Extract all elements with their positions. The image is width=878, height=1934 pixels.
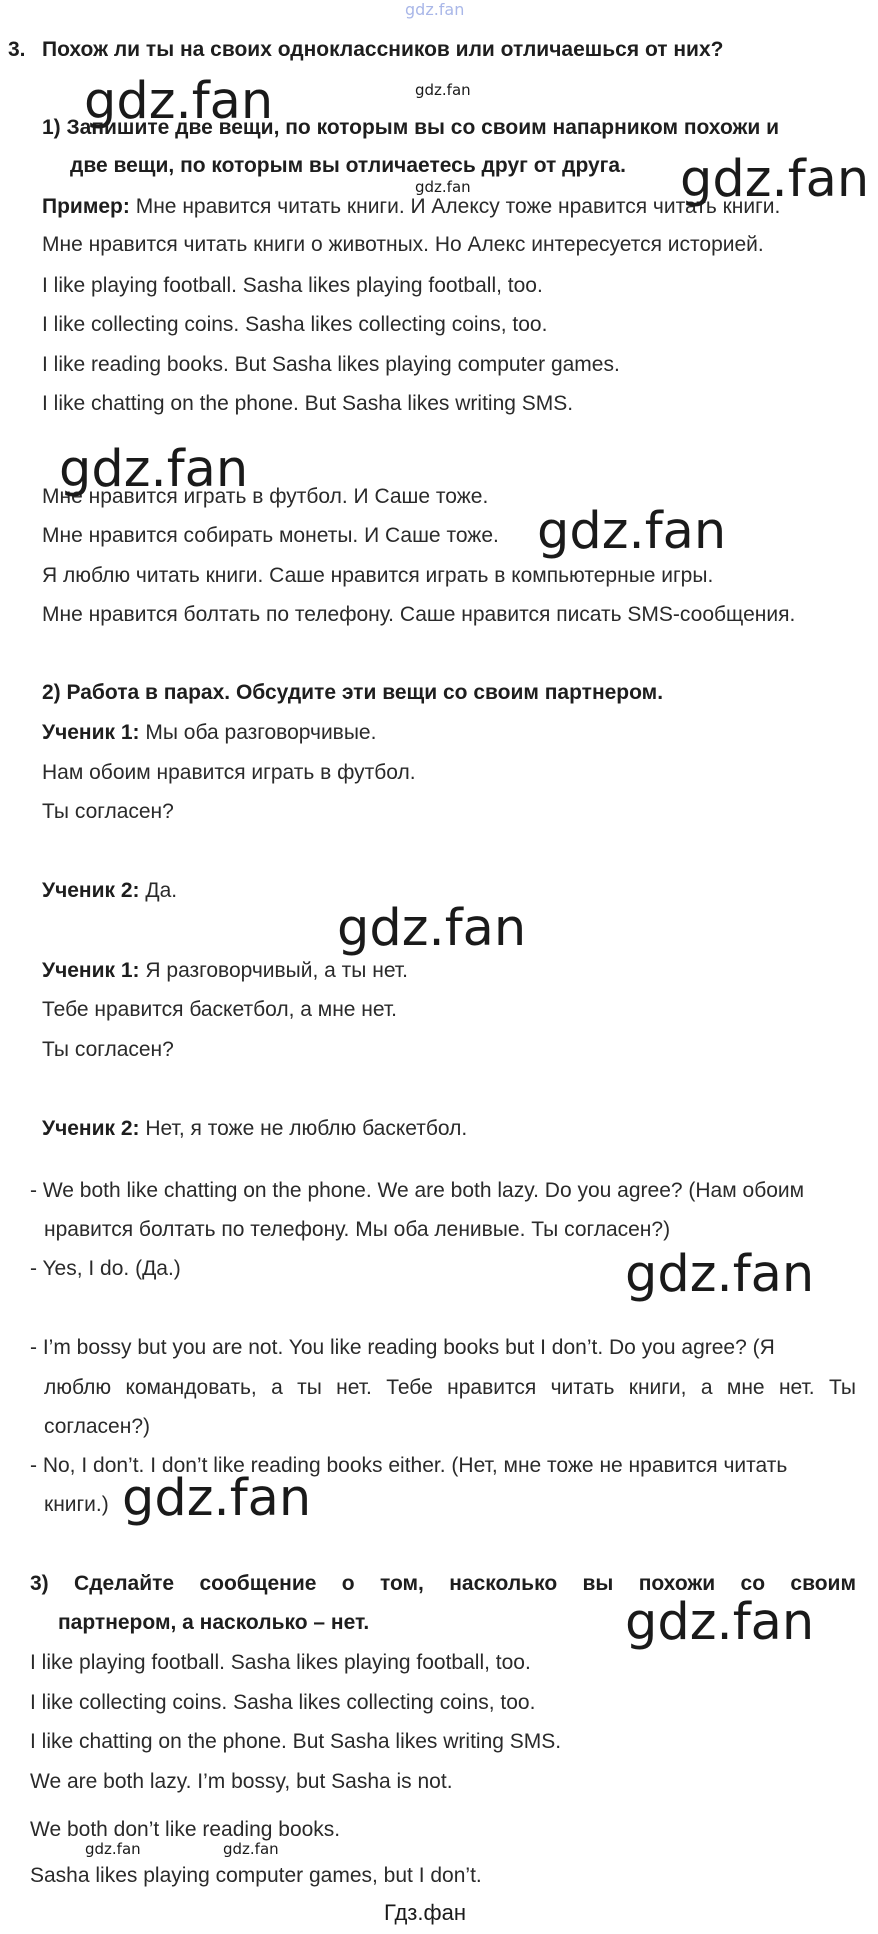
dialog1-student2	[42, 877, 177, 904]
dialog1-student1-line3: Ты согласен?	[42, 800, 174, 823]
task1-english-2: I like collecting coins. Sasha likes collecting coins, too.	[42, 313, 548, 336]
dialog1-text1: Мы оба разговорчивые.	[145, 721, 377, 744]
task1-russian-3: Я люблю читать книги. Саше нравится играть в компьютерные игры.	[42, 564, 714, 587]
exercise-number: 3.	[8, 38, 26, 61]
header-watermark: gdz.fan	[405, 0, 465, 19]
student1-label: Ученик 1:	[42, 721, 140, 744]
footer-watermark: Гдз.фан	[384, 1900, 466, 1925]
task1-title-line1: 1) Запишите две вещи, по которым вы со своим напарником похожи и	[42, 116, 780, 139]
english-dialog1-line2: нравится болтать по телефону. Мы оба ленивые. Ты согласен?)	[44, 1218, 671, 1241]
task1-russian-1: Мне нравится играть в футбол. И Саше тоже.	[42, 485, 489, 508]
example-text: Мне нравится читать книги. И Алексу тоже нравится читать книги.	[135, 195, 781, 218]
watermark: gdz.fan	[59, 440, 249, 499]
dialog2-student1-line2: Тебе нравится баскетбол, а мне нет.	[42, 998, 398, 1021]
task3-title-line1: 3) Сделайте сообщение о том, насколько вы похожи со своим	[30, 1572, 856, 1595]
watermark: gdz.fan	[537, 502, 727, 561]
task1-russian-2: Мне нравится собирать монеты. И Саше тоже.	[42, 524, 499, 547]
example-label: Пример:	[42, 195, 130, 218]
student2-label: Ученик 2:	[42, 879, 140, 902]
dialog2-student1-line3: Ты согласен?	[42, 1038, 174, 1061]
watermark: gdz.fan	[680, 150, 870, 209]
watermark: gdz.fan	[625, 1593, 815, 1652]
watermark-small: gdz.fan	[85, 1840, 141, 1858]
task2-title: 2) Работа в парах. Обсудите эти вещи со своим партнером.	[42, 681, 664, 704]
english-dialog2-line3: согласен?)	[44, 1415, 150, 1438]
task1-russian-4: Мне нравится болтать по телефону. Саше нравится писать SMS-сообщения.	[42, 603, 796, 626]
watermark: gdz.fan	[122, 1469, 312, 1528]
task1-example	[42, 193, 780, 220]
watermark-small: gdz.fan	[415, 81, 471, 99]
watermark: gdz.fan	[84, 72, 274, 131]
task1-english-4: I like chatting on the phone. But Sasha likes writing SMS.	[42, 392, 574, 415]
task3-title-line2: партнером, а насколько – нет.	[58, 1611, 370, 1634]
task1-title-line2: две вещи, по которым вы отличаетесь друг от друга.	[70, 154, 626, 177]
watermark: gdz.fan	[337, 899, 527, 958]
dialog2-answer: Нет, я тоже не люблю баскетбол.	[145, 1117, 468, 1140]
watermark: gdz.fan	[625, 1245, 815, 1304]
task1-example-line2: Мне нравится читать книги о животных. Но Алекс интересуется историей.	[42, 233, 764, 256]
task3-line-6: Sasha likes playing computer games, but I don’t.	[30, 1864, 482, 1887]
student1-label: Ученик 1:	[42, 959, 140, 982]
english-dialog2-answer-line1: - No, I don’t. I don’t like reading books either. (Нет, мне тоже не нравится читать	[30, 1454, 788, 1477]
english-dialog1-line1: - We both like chatting on the phone. We are both lazy. Do you agree? (Нам обоим	[30, 1179, 805, 1202]
dialog2-text1: Я разговорчивый, а ты нет.	[145, 959, 408, 982]
dialog1-answer: Да.	[145, 879, 178, 902]
watermark-small: gdz.fan	[415, 178, 471, 196]
dialog2-student1-line1	[42, 957, 408, 984]
english-dialog2-line2: люблю командовать, а ты нет. Тебе нравится читать книги, а мне нет. Ты	[44, 1376, 856, 1399]
dialog1-student1-line2: Нам обоим нравится играть в футбол.	[42, 761, 416, 784]
exercise-title: Похож ли ты на своих одноклассников или отличаешься от них?	[42, 38, 724, 61]
student2-label: Ученик 2:	[42, 1117, 140, 1140]
dialog2-student2	[42, 1115, 467, 1142]
english-dialog2-line1: - I’m bossy but you are not. You like reading books but I don’t. Do you agree? (Я	[30, 1336, 775, 1359]
task3-line-5: We both don’t like reading books.	[30, 1818, 341, 1841]
english-dialog1-answer: - Yes, I do. (Да.)	[30, 1257, 181, 1280]
task3-line-4: We are both lazy. I’m bossy, but Sasha is not.	[30, 1770, 453, 1793]
task3-line-1: I like playing football. Sasha likes playing football, too.	[30, 1651, 531, 1674]
dialog1-student1-line1	[42, 719, 376, 746]
watermark-small: gdz.fan	[223, 1840, 279, 1858]
task1-english-3: I like reading books. But Sasha likes playing computer games.	[42, 353, 620, 376]
task1-english-1: I like playing football. Sasha likes playing football, too.	[42, 274, 543, 297]
task3-line-3: I like chatting on the phone. But Sasha likes writing SMS.	[30, 1730, 562, 1753]
task3-line-2: I like collecting coins. Sasha likes collecting coins, too.	[30, 1691, 536, 1714]
english-dialog2-answer-line2: книги.)	[44, 1493, 109, 1516]
